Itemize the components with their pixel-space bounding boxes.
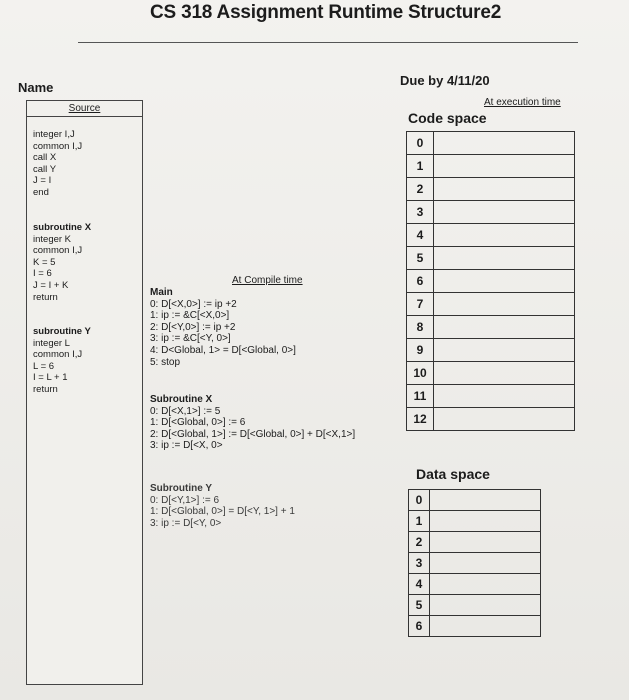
data-space-index: 5	[409, 595, 430, 616]
code-space-row	[407, 362, 575, 385]
compiled-line: 4: D<Global, 1> = D[<Global, 0>]	[150, 344, 296, 356]
source-line: return	[33, 383, 58, 395]
compiled-subroutine-x-block	[150, 394, 355, 452]
code-space-index: 5	[407, 247, 434, 270]
page-title: CS 318 Assignment Runtime Structure2	[150, 2, 502, 23]
data-space-cell[interactable]	[430, 574, 541, 595]
code-space-row	[407, 178, 575, 201]
code-space-cell[interactable]	[434, 316, 575, 339]
due-date: Due by 4/11/20	[400, 73, 490, 88]
source-line: integer I,J	[33, 129, 75, 140]
data-space-index: 0	[409, 490, 430, 511]
code-space-row	[407, 201, 575, 224]
data-space-row	[409, 511, 541, 532]
source-line: J = I + K	[33, 279, 69, 291]
source-panel	[26, 100, 143, 685]
compiled-line: 0: D[<X,1>] := 5	[150, 405, 221, 417]
code-space-row	[407, 132, 575, 155]
compiled-title: Subroutine Y	[150, 483, 213, 494]
data-space-row	[409, 490, 541, 511]
code-space-index: 11	[407, 385, 434, 408]
code-space-cell[interactable]	[434, 201, 575, 224]
compiled-line: 0: D[<Y,1>] := 6	[150, 494, 220, 506]
data-space-index: 6	[409, 616, 430, 637]
source-subroutine-x-block	[33, 222, 91, 303]
compiled-line: 3: ip := &C[<Y, 0>]	[150, 333, 231, 345]
compiled-line: 3: ip := D[<Y, 0>	[150, 517, 222, 529]
code-space-row	[407, 247, 575, 270]
data-space-index: 3	[409, 553, 430, 574]
source-line: subroutine Y	[33, 326, 91, 337]
code-space-index: 1	[407, 155, 434, 178]
source-line: call Y	[33, 163, 57, 175]
code-space-row	[407, 224, 575, 247]
code-space-cell[interactable]	[434, 178, 575, 201]
data-space-cell[interactable]	[430, 616, 541, 637]
compiled-title: Main	[150, 287, 173, 298]
source-line: call X	[33, 152, 57, 164]
compiled-main-block	[150, 287, 296, 368]
source-line: common I,J	[33, 245, 83, 257]
code-space-row	[407, 270, 575, 293]
compiled-title: Subroutine X	[150, 394, 213, 405]
code-space-cell[interactable]	[434, 270, 575, 293]
code-space-row	[407, 385, 575, 408]
compiled-line: 1: D[<Global, 0>] = D[<Y, 1>] + 1	[150, 506, 295, 518]
code-space-cell[interactable]	[434, 408, 575, 431]
data-space-index: 2	[409, 532, 430, 553]
data-space-row	[409, 595, 541, 616]
source-main-block	[33, 129, 82, 199]
data-space-title: Data space	[416, 466, 490, 482]
data-space-table	[408, 489, 541, 637]
source-line: J = I	[33, 175, 52, 187]
data-space-cell[interactable]	[430, 595, 541, 616]
code-space-index: 10	[407, 362, 434, 385]
source-line: L = 6	[33, 360, 55, 372]
source-line: integer K	[33, 233, 72, 245]
code-space-index: 0	[407, 132, 434, 155]
code-space-cell[interactable]	[434, 224, 575, 247]
code-space-cell[interactable]	[434, 362, 575, 385]
source-line: subroutine X	[33, 222, 92, 233]
code-space-index: 8	[407, 316, 434, 339]
compiled-line: 3: ip := D[<X, 0>	[150, 440, 223, 452]
code-space-row	[407, 293, 575, 316]
code-space-row	[407, 155, 575, 178]
data-space-row	[409, 553, 541, 574]
compiled-line: 1: ip := &C[<X,0>]	[150, 310, 230, 322]
data-space-cell[interactable]	[430, 511, 541, 532]
data-space-cell[interactable]	[430, 532, 541, 553]
code-space-title: Code space	[408, 110, 487, 126]
code-space-row	[407, 339, 575, 362]
compiled-line: 5: stop	[150, 356, 181, 368]
code-space-index: 2	[407, 178, 434, 201]
source-line: K = 5	[33, 256, 56, 268]
compiled-line: 2: D[<Global, 1>] := D[<Global, 0>] + D[<X,1>]	[150, 428, 356, 440]
source-header: Source	[27, 101, 142, 117]
code-space-cell[interactable]	[434, 293, 575, 316]
source-line: common I,J	[33, 140, 83, 152]
compiled-subroutine-y-block	[150, 483, 295, 529]
data-space-index: 1	[409, 511, 430, 532]
data-space-row	[409, 574, 541, 595]
name-label: Name	[18, 80, 54, 95]
code-space-cell[interactable]	[434, 155, 575, 178]
code-space-cell[interactable]	[434, 132, 575, 155]
compiled-line: 1: D[<Global, 0>] := 6	[150, 417, 246, 429]
code-space-index: 9	[407, 339, 434, 362]
code-space-cell[interactable]	[434, 247, 575, 270]
title-underline	[78, 42, 578, 43]
source-line: end	[33, 186, 49, 198]
compiled-line: 2: D[<Y,0>] := ip +2	[150, 321, 236, 333]
code-space-cell[interactable]	[434, 339, 575, 362]
data-space-row	[409, 616, 541, 637]
code-space-index: 12	[407, 408, 434, 431]
source-line: I = 6	[33, 268, 52, 280]
data-space-index: 4	[409, 574, 430, 595]
execution-time-label: At execution time	[484, 97, 561, 108]
code-space-cell[interactable]	[434, 385, 575, 408]
source-line: integer L	[33, 337, 70, 349]
source-subroutine-y-block	[33, 326, 91, 396]
code-space-index: 7	[407, 293, 434, 316]
compiled-line: 0: D[<X,0>] := ip +2	[150, 298, 237, 310]
compile-time-label: At Compile time	[232, 275, 303, 286]
data-space-row	[409, 532, 541, 553]
code-space-row	[407, 408, 575, 431]
code-space-table	[406, 131, 575, 431]
source-line: common I,J	[33, 349, 83, 361]
data-space-cell[interactable]	[430, 490, 541, 511]
source-line: return	[33, 291, 58, 303]
code-space-row	[407, 316, 575, 339]
code-space-index: 4	[407, 224, 434, 247]
code-space-index: 6	[407, 270, 434, 293]
source-line: I = L + 1	[33, 372, 68, 384]
code-space-index: 3	[407, 201, 434, 224]
data-space-cell[interactable]	[430, 553, 541, 574]
